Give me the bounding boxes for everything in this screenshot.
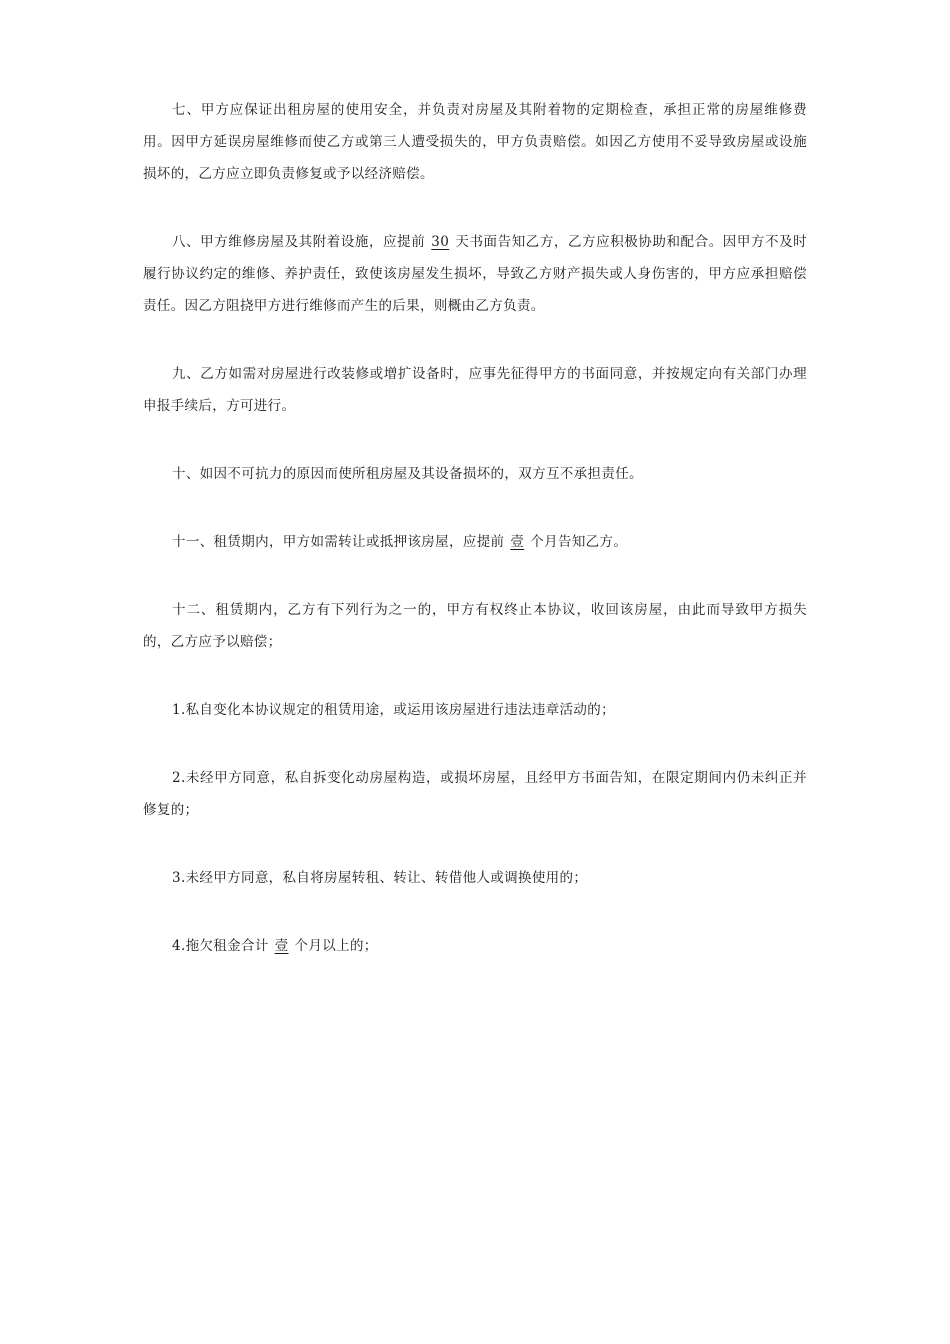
document-page [143, 94, 807, 998]
clause-11-notice-months-blank: 壹 [510, 534, 525, 550]
clause-9: 九、乙方如需对房屋进行改装修或增扩设备时，应事先征得甲方的书面同意，并按规定向有关部门办理申报手续后，方可进行。 [143, 366, 807, 414]
clause-8 [143, 226, 807, 322]
clause-11 [143, 526, 807, 558]
clause-12-item-4 [143, 930, 807, 962]
clause-8-text-before: 八、甲方维修房屋及其附着设施，应提前 [172, 234, 426, 250]
clause-12-item-4-text-after: 个月以上的； [294, 938, 378, 954]
clause-12-item-1: 1.私自变化本协议规定的租赁用途，或运用该房屋进行违法违章活动的； [172, 702, 615, 718]
clause-11-text-after: 个月告知乙方。 [530, 534, 628, 550]
clause-11-text-before: 十一、租赁期内，甲方如需转让或抵押该房屋，应提前 [172, 534, 505, 550]
clause-12-item-4-text-before: 4.拖欠租金合计 [172, 938, 269, 954]
clause-12: 十二、租赁期内，乙方有下列行为之一的，甲方有权终止本协议，收回该房屋，由此而导致甲方损失的，乙方应予以赔偿； [143, 602, 807, 650]
clause-12-item-4-months-blank: 壹 [274, 938, 289, 954]
clause-12-item-2: 2.未经甲方同意，私自拆变化动房屋构造，或损坏房屋，且经甲方书面告知，在限定期间内仍未纠正并修复的； [143, 770, 807, 818]
clause-12-item-3: 3.未经甲方同意，私自将房屋转租、转让、转借他人或调换使用的； [172, 870, 588, 886]
clause-8-notice-days-blank: 30 [431, 234, 450, 250]
clause-10: 十、如因不可抗力的原因而使所租房屋及其设备损坏的，双方互不承担责任。 [172, 466, 643, 482]
clause-7: 七、甲方应保证出租房屋的使用安全，并负责对房屋及其附着物的定期检查，承担正常的房屋维修费用。因甲方延误房屋维修而使乙方或第三人遭受损失的，甲方负责赔偿。如因乙方使用不妥导致房屋或设施损坏的，乙方应立即负责修复或予以经济赔偿。 [143, 102, 807, 182]
clause-8-text-after: 天书面告知乙方，乙方应积极协助和配合。因甲方不及时履行协议约定的维修、养护责任，致使该房屋发生损坏，导致乙方财产损失或人身伤害的，甲方应承担赔偿责任。因乙方阻挠甲方进行维修而产生的后果，则概由乙方负责。 [143, 234, 807, 314]
